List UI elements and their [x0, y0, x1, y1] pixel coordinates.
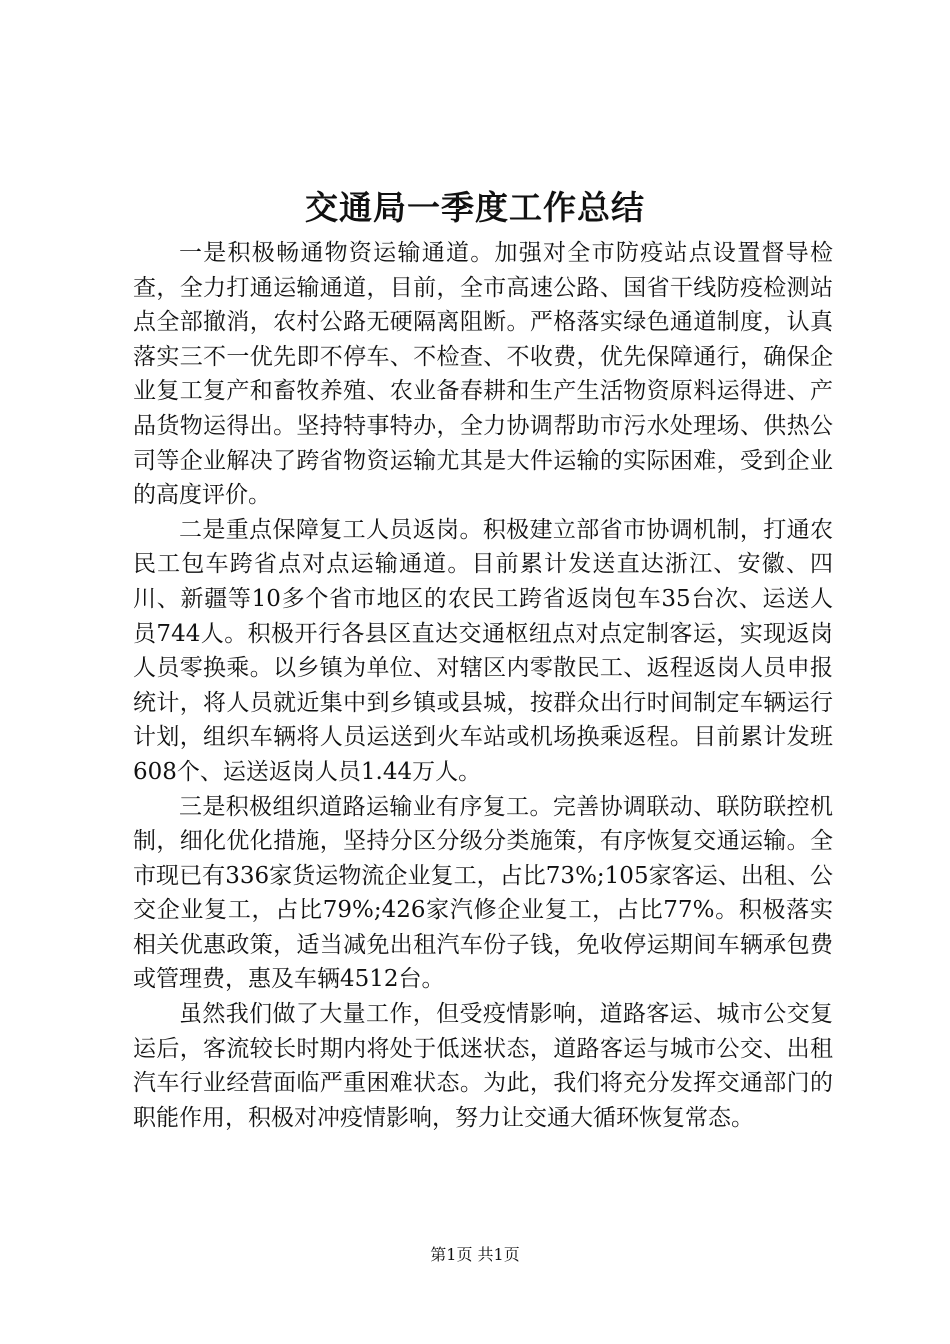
document-body [133, 236, 833, 1135]
paragraph-4: 虽然我们做了大量工作，但受疫情影响，道路客运、城市公交复运后，客流较长时期内将处于低迷状态，道路客运与城市公交、出租汽车行业经营面临严重困难状态。为此，我们将充分发挥交通部门的职能作用，积极对冲疫情影响，努力让交通大循环恢复常态。 [133, 1001, 833, 1131]
paragraph-2: 二是重点保障复工人员返岗。积极建立部省市协调机制，打通农民工包车跨省点对点运输通道。目前累计发送直达浙江、安徽、四川、新疆等10多个省市地区的农民工跨省返岗包车35台次、运送人员744人。积极开行各县区直达交通枢纽点对点定制客运，实现返岗人员零换乘。以乡镇为单位、对辖区内零散民工、返程返岗人员申报统计，将人员就近集中到乡镇或县城，按群众出行时间制定车辆运行计划，组织车辆将人员运送到火车站或机场换乘返程。目前累计发班608个、运送返岗人员1.44万人。 [133, 516, 833, 785]
page-footer: 第1页 共1页 [430, 1245, 520, 1264]
paragraph-3: 三是积极组织道路运输业有序复工。完善协调联动、联防联控机制，细化优化措施，坚持分区分级分类施策，有序恢复交通运输。全市现已有336家货运物流企业复工，占比73%;105家客运、出租、公交企业复工，占比79%;426家汽修企业复工，占比77%。积极落实相关优惠政策，适当减免出租汽车份子钱，免收停运期间车辆承包费或管理费，惠及车辆4512台。 [133, 793, 833, 993]
document-title: 交通局一季度工作总结 [305, 188, 645, 227]
paragraph-1: 一是积极畅通物资运输通道。加强对全市防疫站点设置督导检查，全力打通运输通道，目前，全市高速公路、国省干线防疫检测站点全部撤消，农村公路无硬隔离阻断。严格落实绿色通道制度，认真落实三不一优先即不停车、不检查、不收费，优先保障通行，确保企业复工复产和畜牧养殖、农业备春耕和生产生活物资原料运得进、产品货物运得出。坚持特事特办，全力协调帮助市污水处理场、供热公司等企业解决了跨省物资运输尤其是大件运输的实际困难，受到企业的高度评价。 [133, 240, 833, 509]
